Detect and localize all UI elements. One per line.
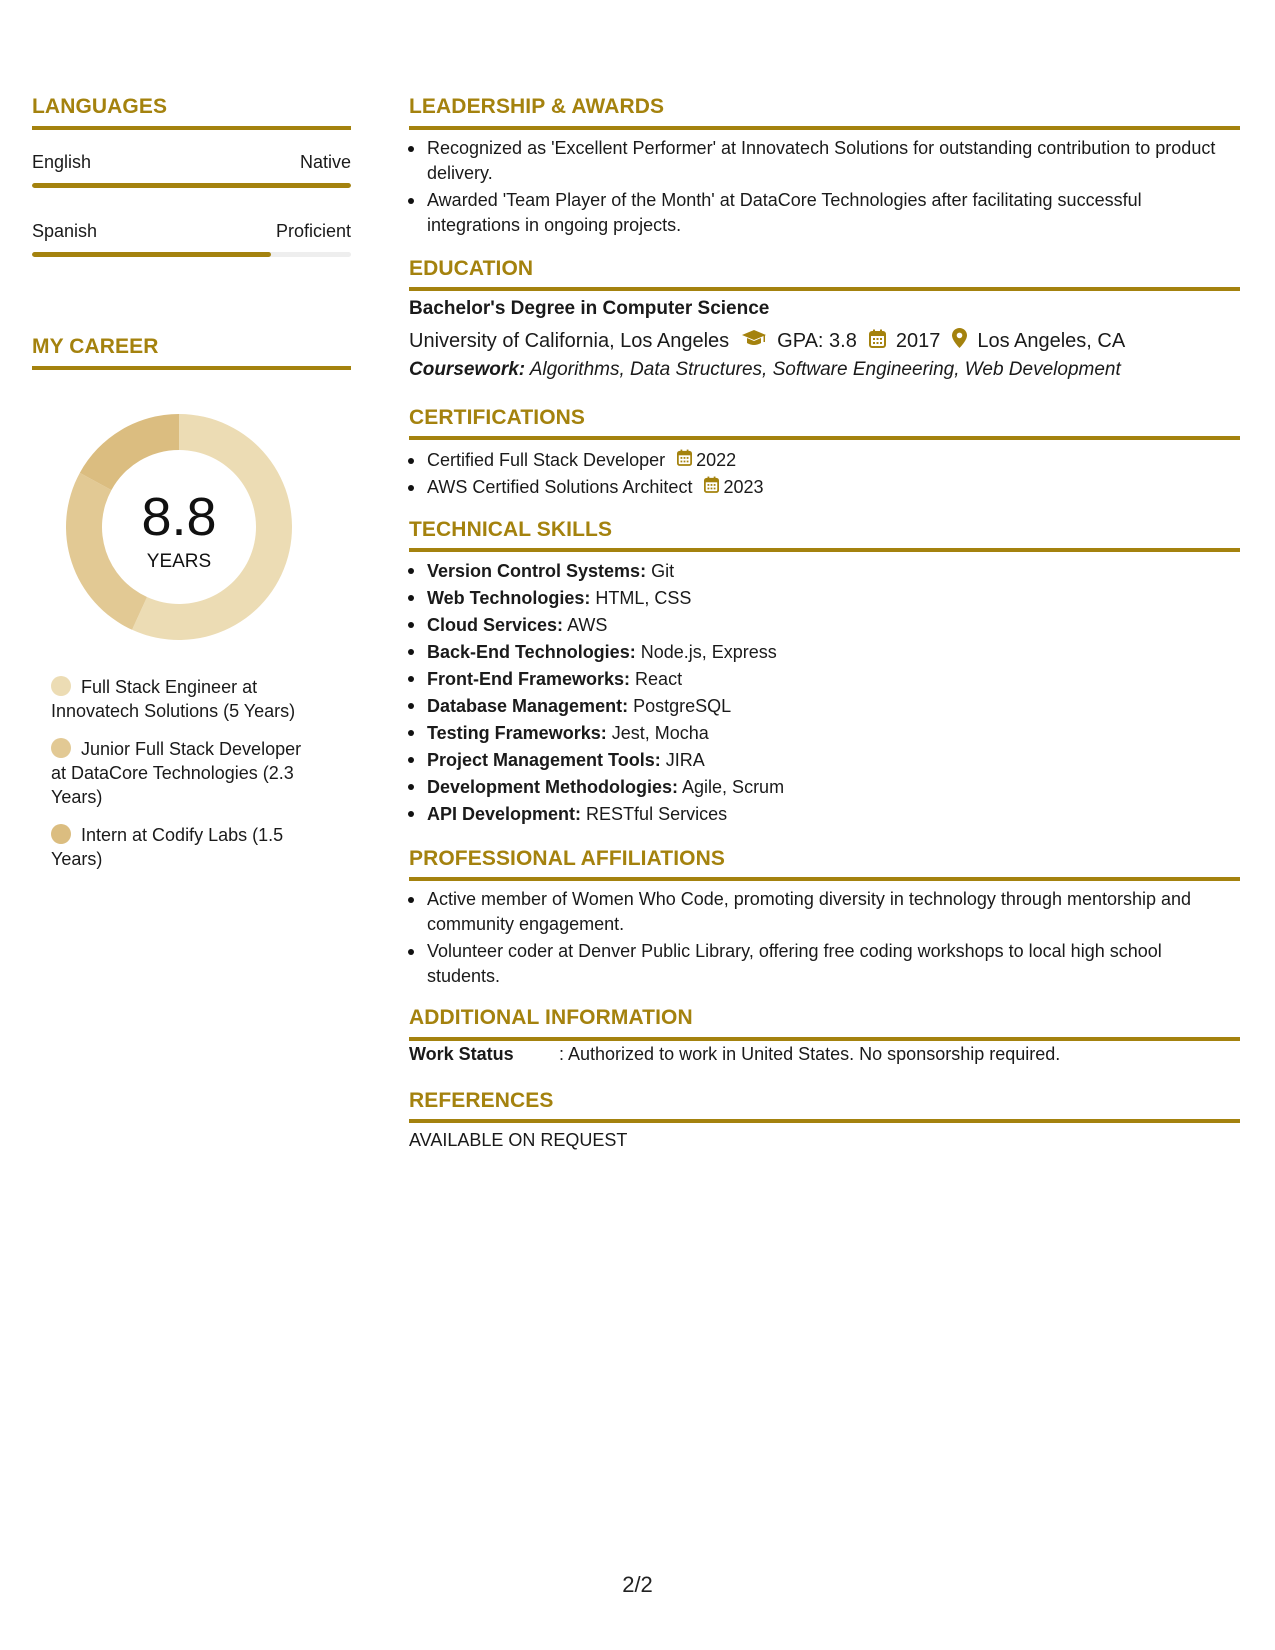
coursework (409, 359, 1121, 381)
skill-label: Testing Frameworks: (427, 723, 607, 743)
language-bar-english (32, 183, 351, 188)
certifications-list (427, 448, 764, 502)
references-heading: REFERENCES (409, 1089, 554, 1112)
skill-label: Back-End Technologies: (427, 642, 636, 662)
career-legend-item (51, 675, 321, 723)
skill-label: Database Management: (427, 696, 629, 716)
bullet-dot (408, 811, 414, 817)
cert-name: Certified Full Stack Developer (427, 450, 666, 470)
list-item (427, 887, 1235, 937)
skill-value: HTML, CSS (595, 588, 692, 608)
calendar-icon (869, 329, 886, 354)
degree-title: Bachelor's Degree in Computer Science (409, 298, 770, 319)
affiliation-text: Active member of Women Who Code, promoting diversity in technology through mentorship and community engagement. (427, 889, 1192, 934)
career-donut-chart (66, 414, 292, 640)
work-status-value: : Authorized to work in United States. No sponsorship required. (559, 1044, 1061, 1064)
skill-value: Agile, Scrum (682, 777, 785, 797)
affiliations-list (427, 887, 1235, 989)
skill-label: Project Management Tools: (427, 750, 661, 770)
bullet-dot (408, 198, 414, 204)
skill-item (427, 747, 784, 774)
bullet-dot (408, 622, 414, 628)
total-years-unit: YEARS (146, 551, 212, 572)
skill-value: JIRA (665, 750, 705, 770)
graduation-year: 2017 (895, 329, 941, 352)
calendar-icon (677, 448, 692, 473)
skill-item (427, 612, 784, 639)
legend-label: Full Stack Engineer at Innovatech Solutions (5 Years) (51, 677, 296, 721)
skill-label: Development Methodologies: (427, 777, 679, 797)
list-item (427, 939, 1235, 989)
affiliations-heading: PROFESSIONAL AFFILIATIONS (409, 847, 725, 870)
award-text: Recognized as 'Excellent Performer' at Innovatech Solutions for outstanding contribution to product delivery. (427, 138, 1216, 183)
education-details (409, 328, 1125, 354)
language-row-english (32, 152, 351, 173)
skill-item (427, 801, 784, 828)
legend-label: Junior Full Stack Developer at DataCore Technologies (2.3 Years) (51, 739, 302, 807)
languages-heading: LANGUAGES (32, 95, 168, 118)
bullet-dot (408, 568, 414, 574)
affiliation-text: Volunteer coder at Denver Public Library, offering free coding workshops to local high school students. (427, 941, 1162, 986)
work-status-label: Work Status (409, 1044, 514, 1064)
school-name: University of California, Los Angeles (409, 329, 730, 352)
skill-item (427, 585, 784, 612)
legend-label: Intern at Codify Labs (1.5 Years) (51, 825, 284, 869)
references-text: AVAILABLE ON REQUEST (409, 1130, 628, 1150)
coursework-list: Algorithms, Data Structures, Software Engineering, Web Development (529, 359, 1121, 380)
bullet-dot (408, 595, 414, 601)
total-years-value: 8.8 (141, 487, 217, 547)
career-legend-item (51, 737, 321, 809)
bullet-dot (408, 676, 414, 682)
list-item (427, 475, 764, 502)
bullet-dot (408, 146, 414, 152)
career-heading: MY CAREER (32, 335, 159, 358)
language-level: Proficient (275, 221, 351, 241)
skill-value: React (635, 669, 683, 689)
work-status-row (409, 1044, 1060, 1065)
affiliations-rule (409, 877, 1240, 881)
additional-rule (409, 1037, 1240, 1041)
bullet-dot (408, 730, 414, 736)
skills-rule (409, 548, 1240, 552)
map-pin-icon (952, 328, 967, 354)
education-heading: EDUCATION (409, 257, 534, 280)
skill-label: Web Technologies: (427, 588, 591, 608)
list-item (427, 448, 764, 475)
legend-dot (51, 676, 71, 696)
cert-name: AWS Certified Solutions Architect (427, 477, 693, 497)
skills-list (427, 558, 784, 828)
references-rule (409, 1119, 1240, 1123)
list-item (427, 188, 1232, 238)
skill-item (427, 558, 784, 585)
career-rule (32, 366, 351, 370)
gpa: GPA: 3.8 (777, 329, 857, 352)
skill-label: API Development: (427, 804, 582, 824)
certifications-rule (409, 436, 1240, 440)
calendar-icon (704, 475, 719, 500)
bullet-dot (408, 757, 414, 763)
language-bar-fill (32, 183, 351, 188)
skills-heading: TECHNICAL SKILLS (409, 518, 613, 541)
bullet-dot (408, 649, 414, 655)
school-location: Los Angeles, CA (977, 329, 1126, 352)
language-row-spanish (32, 221, 351, 242)
skill-value: Jest, Mocha (611, 723, 709, 743)
bullet-dot (408, 949, 414, 955)
skill-item (427, 720, 784, 747)
cert-year: 2023 (723, 477, 764, 497)
graduation-cap-icon (741, 329, 767, 353)
bullet-dot (408, 458, 414, 464)
list-item (427, 136, 1232, 186)
language-level: Native (299, 152, 351, 172)
language-name: Spanish (32, 221, 98, 241)
coursework-label: Coursework: (409, 359, 526, 380)
language-bar-fill (32, 252, 271, 257)
page-number: 2/2 (622, 1572, 653, 1597)
languages-rule (32, 126, 351, 130)
donut-center (66, 414, 292, 640)
skill-item (427, 639, 784, 666)
legend-dot (51, 738, 71, 758)
leadership-heading: LEADERSHIP & AWARDS (409, 95, 665, 118)
skill-value: RESTful Services (586, 804, 728, 824)
language-name: English (32, 152, 92, 172)
skill-item (427, 693, 784, 720)
leadership-rule (409, 126, 1240, 130)
skill-item (427, 666, 784, 693)
award-text: Awarded 'Team Player of the Month' at DataCore Technologies after facilitating successful integrations in ongoing projects. (427, 190, 1142, 235)
skill-value: PostgreSQL (633, 696, 732, 716)
skill-value: Node.js, Express (640, 642, 777, 662)
bullet-dot (408, 703, 414, 709)
skill-value: AWS (567, 615, 608, 635)
skill-label: Version Control Systems: (427, 561, 647, 581)
cert-year: 2022 (696, 450, 737, 470)
bullet-dot (408, 784, 414, 790)
education-rule (409, 287, 1240, 291)
legend-dot (51, 824, 71, 844)
skill-value: Git (651, 561, 675, 581)
additional-heading: ADDITIONAL INFORMATION (409, 1006, 693, 1029)
bullet-dot (408, 897, 414, 903)
leadership-list (427, 136, 1232, 238)
certifications-heading: CERTIFICATIONS (409, 406, 586, 429)
skill-label: Front-End Frameworks: (427, 669, 631, 689)
career-legend-item (51, 823, 321, 871)
skill-label: Cloud Services: (427, 615, 564, 635)
bullet-dot (408, 485, 414, 491)
language-bar-spanish (32, 252, 351, 257)
skill-item (427, 774, 784, 801)
